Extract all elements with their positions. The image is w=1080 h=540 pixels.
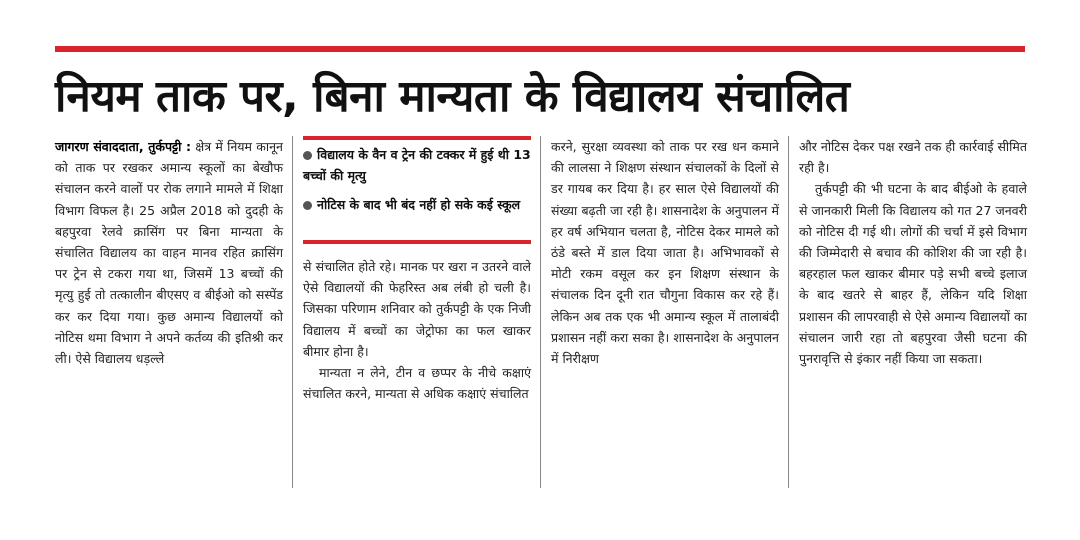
article-column-1	[55, 136, 283, 369]
highlights-bottom-rule	[303, 240, 531, 244]
column-4-paragraph-1: और नोटिस देकर पक्ष रखने तक ही कार्रवाई सीमित रही है।	[799, 139, 1027, 176]
column-2-paragraph-1: से संचालित होते रहे। मानक पर खरा न उतरने वाले ऐसे विद्यालयों की फेहरिस्त अब लंबी हो चली है। जिसका परिणाम शनिवार को तुर्कपट्टी के एक निजी विद्यालय में बच्चों का जेट्रोफा का फल खाकर बीमार होना है।	[303, 259, 531, 359]
column-4-paragraph-2: तुर्कपट्टी की भी घटना के बाद बीईओ के हवाले से जानकारी मिली कि विद्यालय को गत 27 जनवरी को नोटिस दी गई थी। लोगों की चर्चा में इसे विभाग की जिम्मेदारी से बचाव की कोशिश की जा रही है। बहरहाल फल खाकर बीमार पड़े सभी बच्चे इलाज के बाद खतरे से बाहर हैं, लेकिन यदि शिक्षा प्रशासन की लापरवाही से ऐसे अमान्य विद्यालयों का संचालन जारी रहा तो बहपुरवा जैसी घटना की पुनरावृत्ति से इंकार नहीं किया जा सकता।	[799, 181, 1027, 367]
headline-top-rule	[55, 46, 1025, 52]
article-column-4	[799, 136, 1027, 369]
highlight-item	[303, 194, 531, 215]
highlight-text: नोटिस के बाद भी बंद नहीं हो सके कई स्कूल	[317, 197, 521, 212]
highlights-top-rule	[303, 136, 531, 140]
highlight-text: विद्यालय के वैन व ट्रेन की टक्कर में हुई थी 13 बच्चों की मृत्यु	[303, 147, 531, 183]
column-divider	[292, 136, 293, 488]
bullet-icon	[303, 151, 312, 160]
highlight-item	[303, 144, 531, 186]
headline: नियम ताक पर, बिना मान्यता के विद्यालय संचालित	[55, 71, 850, 122]
article-column-2	[303, 256, 531, 404]
column-1-text: क्षेत्र में नियम कानून को ताक पर रखकर अमान्य स्कूलों का बेखौफ संचालन करने वालों पर रोक लगाने मामले में शिक्षा विभाग विफल है। 25 अप्रैल 2018 को दुदही के बहपुरवा रेलवे क्रासिंग पर बिना मान्यता के संचालित विद्यालय का वाहन मानव रहित क्रासिंग पर ट्रेन से टकरा गया था, जिसमें 13 बच्चों की मृत्यु हुई तो तत्कालीन बीएसए व बीईओ को सस्पेंड कर कर दिया गया। कुछ अमान्य विद्यालयों को नोटिस थमा विभाग ने अपने कर्तव्य की इतिश्री कर ली। ऐसे विद्यालय धड़ल्ले	[55, 139, 283, 367]
column-3-text: करने, सुरक्षा व्यवस्था को ताक पर रख धन कमाने की लालसा ने शिक्षण संस्थान संचालकों के दिलों से डर गायब कर दिया है। हर साल ऐसे विद्यालयों की संख्या बढ़ती जा रही है। शासनादेश के अनुपालन में हर वर्ष अभियान चलता है, नोटिस देकर मामले को ठंडे बस्ते में डाल दिया जाता है। अभिभावकों से मोटी रकम वसूल कर इन शिक्षण संस्थान के संचालक दिन दूनी रात चौगुना विकास कर रहे हैं। लेकिन अब तक एक भी अमान्य स्कूल में तालाबंदी प्रशासन नहीं करा सका है। शासनादेश के अनुपालन में निरीक्षण	[551, 139, 779, 367]
byline: जागरण संवाददाता, तुर्कपट्टी :	[55, 139, 192, 154]
bullet-icon	[303, 201, 312, 210]
column-divider	[788, 136, 789, 488]
column-2-paragraph-2: मान्यता न लेने, टीन व छप्पर के नीचे कक्षाएं संचालित करने, मान्यता से अधिक कक्षाएं संचालित	[303, 365, 531, 402]
article-column-3	[551, 136, 779, 369]
column-divider	[540, 136, 541, 488]
highlights-box	[303, 136, 531, 246]
